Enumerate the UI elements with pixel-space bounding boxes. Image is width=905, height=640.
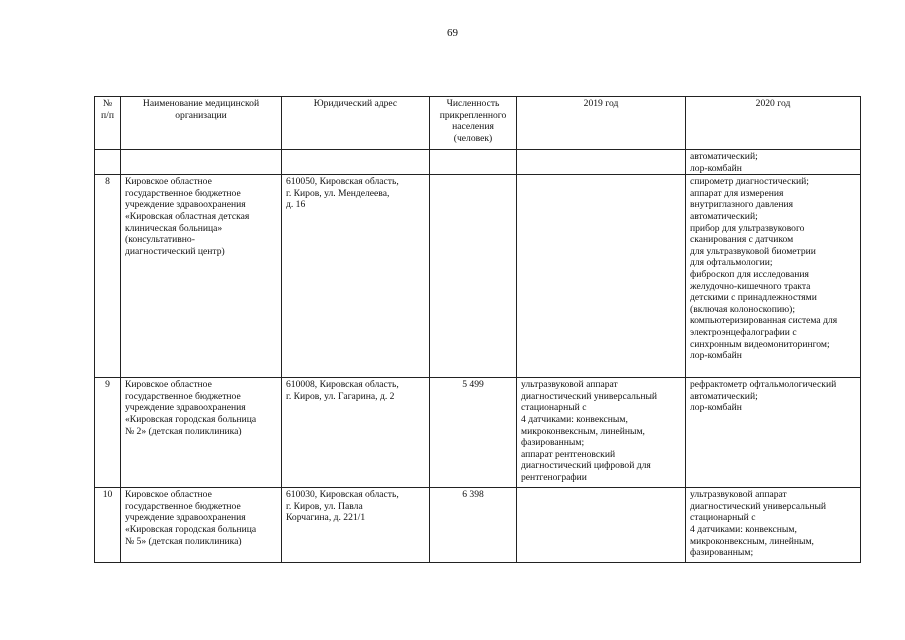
- cell-num: 8: [95, 175, 121, 378]
- cell-2020: спирометр диагностический; аппарат для измерения внутриглазного давления автоматический; прибор для ультразвукового сканирования с датчиком для ультразвуковой биометрии для офтальмологии; фиброскоп для исследования желудочно-кишечного тракта детскими с принадлежностями (включая колоноскопию); компьютеризированная система для электроэнцефалографии с синхронным видеомониторингом; лор-комбайн: [686, 175, 861, 378]
- cell-num: [95, 150, 121, 175]
- cell-2020: автоматический; лор-комбайн: [686, 150, 861, 175]
- cell-2019: [517, 175, 686, 378]
- page-number: 69: [447, 27, 458, 39]
- cell-address: 610050, Кировская область, г. Киров, ул. Менделеева, д. 16: [282, 175, 430, 378]
- cell-num: 10: [95, 488, 121, 563]
- cell-name: Кировское областное государственное бюджетное учреждение здравоохранения «Кировская областная детская клиническая больница» (консультативно- диагностический центр): [121, 175, 282, 378]
- table-row: [95, 378, 861, 488]
- header-2019: 2019 год: [517, 97, 686, 150]
- cell-2020: рефрактометр офтальмологический автоматический; лор-комбайн: [686, 378, 861, 488]
- table-row-continuation: [95, 150, 861, 175]
- table-header-row: [95, 97, 861, 150]
- cell-name: Кировское областное государственное бюджетное учреждение здравоохранения «Кировская городская больница № 5» (детская поликлиника): [121, 488, 282, 563]
- header-num: № п/п: [95, 97, 121, 150]
- cell-2019: ультразвуковой аппарат диагностический универсальный стационарный с 4 датчиками: конвексным, микроконвексным, линейным, фазированным; аппарат рентгеновский диагностический цифровой для рентгенографии: [517, 378, 686, 488]
- table-row: [95, 488, 861, 563]
- header-population: Численность прикрепленного населения (человек): [430, 97, 517, 150]
- header-legal-address: Юридический адрес: [282, 97, 430, 150]
- header-2020: 2020 год: [686, 97, 861, 150]
- cell-name: [121, 150, 282, 175]
- cell-2020: ультразвуковой аппарат диагностический универсальный стационарный с 4 датчиками: конвексным, микроконвексным, линейным, фазированным;: [686, 488, 861, 563]
- cell-2019: [517, 488, 686, 563]
- cell-population: 6 398: [430, 488, 517, 563]
- cell-address: 610008, Кировская область, г. Киров, ул. Гагарина, д. 2: [282, 378, 430, 488]
- equipment-table: [94, 96, 861, 563]
- cell-population: 5 499: [430, 378, 517, 488]
- table-row: [95, 175, 861, 378]
- cell-name: Кировское областное государственное бюджетное учреждение здравоохранения «Кировская городская больница № 2» (детская поликлиника): [121, 378, 282, 488]
- cell-address: 610030, Кировская область, г. Киров, ул. Павла Корчагина, д. 221/1: [282, 488, 430, 563]
- cell-population: [430, 150, 517, 175]
- cell-2019: [517, 150, 686, 175]
- cell-population: [430, 175, 517, 378]
- header-organization-name: Наименование медицинской организации: [121, 97, 282, 150]
- cell-num: 9: [95, 378, 121, 488]
- cell-address: [282, 150, 430, 175]
